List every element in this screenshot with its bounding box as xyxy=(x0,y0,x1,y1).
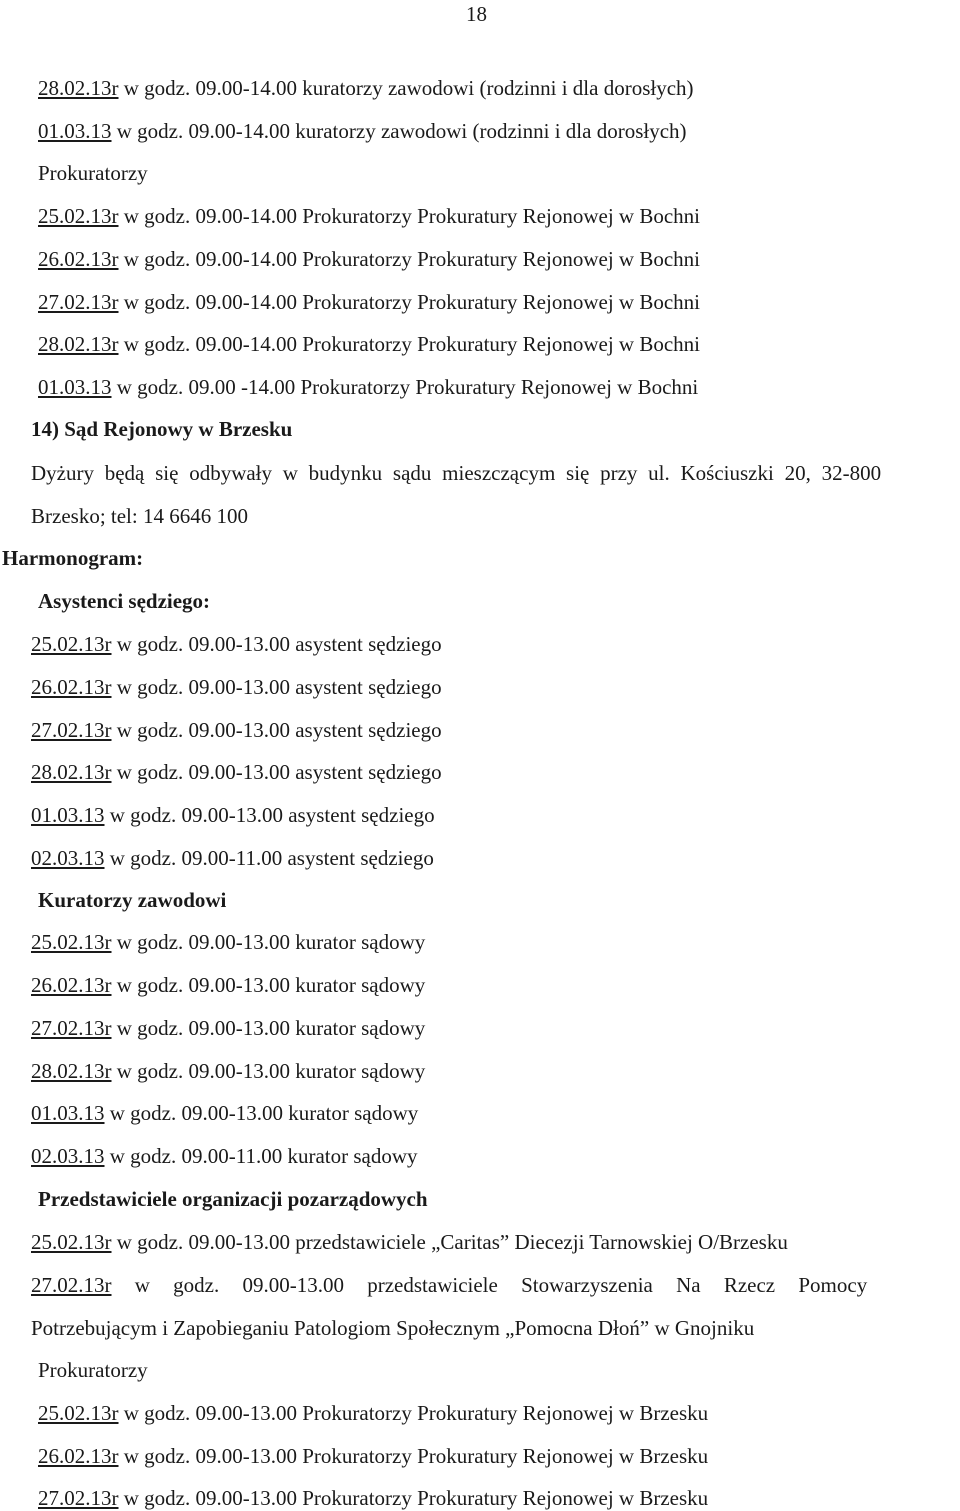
schedule-text: w godz. 09.00-13.00 przedstawiciele „Caritas” Diecezji Tarnowskiej O/Brzesku xyxy=(111,1230,788,1254)
date-link: 26.02.13r xyxy=(31,675,112,699)
schedule-line xyxy=(31,1230,788,1254)
schedule-text: w godz. 09.00-13.00 Prokuratorzy Prokuratury Rejonowej w Brzesku xyxy=(118,1401,709,1425)
date-link: 27.02.13r xyxy=(38,290,119,314)
schedule-line xyxy=(31,803,435,827)
date-link: 26.02.13r xyxy=(38,247,119,271)
schedule-text: w godz. 09.00-13.00 kurator sądowy xyxy=(111,1016,426,1040)
schedule-line xyxy=(31,1016,425,1040)
schedule-text: w godz. 09.00-11.00 asystent sędziego xyxy=(104,846,434,870)
date-link: 02.03.13 xyxy=(31,1144,105,1168)
date-link: 26.02.13r xyxy=(31,973,112,997)
schedule-line xyxy=(38,375,698,399)
schedule-line xyxy=(31,1144,418,1168)
schedule-line xyxy=(38,332,700,356)
schedule-text: w godz. 09.00-13.00 Prokuratorzy Prokuratury Rejonowej w Brzesku xyxy=(118,1486,709,1510)
schedule-line xyxy=(31,846,434,870)
date-link: 01.03.13 xyxy=(31,803,105,827)
date-link: 01.03.13 xyxy=(38,119,112,143)
court-info-line: Brzesko; tel: 14 6646 100 xyxy=(31,504,248,528)
date-link: 25.02.13r xyxy=(31,1230,112,1254)
schedule-line xyxy=(31,930,425,954)
schedule-line xyxy=(38,1401,708,1425)
schedule-line xyxy=(31,632,442,656)
schedule-text: w godz. 09.00-13.00 kurator sądowy xyxy=(111,1059,426,1083)
schedule-line xyxy=(31,1059,425,1083)
asystenci-heading: Asystenci sędziego: xyxy=(38,589,211,613)
schedule-text: w godz. 09.00-13.00 kurator sądowy xyxy=(104,1101,419,1125)
schedule-line xyxy=(38,247,700,271)
date-link: 25.02.13r xyxy=(38,204,119,228)
schedule-line xyxy=(38,290,700,314)
schedule-text: w godz. 09.00-13.00 asystent sędziego xyxy=(111,718,442,742)
court-heading: 14) Sąd Rejonowy w Brzesku xyxy=(31,417,293,441)
schedule-text: w godz. 09.00-13.00 przedstawiciele Stowarzyszenia Na Rzecz Pomocy xyxy=(111,1273,868,1297)
kuratorzy-heading: Kuratorzy zawodowi xyxy=(38,888,227,912)
court-info-line: Dyżury będą się odbywały w budynku sądu mieszczącym się przy ul. Kościuszki 20, 32-800 xyxy=(31,461,882,485)
date-link: 25.02.13r xyxy=(38,1401,119,1425)
date-link: 02.03.13 xyxy=(31,846,105,870)
schedule-line xyxy=(31,1273,867,1297)
schedule-line xyxy=(31,760,442,784)
schedule-line xyxy=(38,76,694,100)
date-link: 27.02.13r xyxy=(31,1016,112,1040)
date-link: 26.02.13r xyxy=(38,1444,119,1468)
schedule-line xyxy=(38,1444,708,1468)
harmonogram-heading: Harmonogram: xyxy=(2,546,144,570)
schedule-text: w godz. 09.00-13.00 asystent sędziego xyxy=(111,675,442,699)
schedule-text: w godz. 09.00-14.00 Prokuratorzy Prokuratury Rejonowej w Bochni xyxy=(118,332,700,356)
schedule-text: w godz. 09.00-13.00 asystent sędziego xyxy=(111,632,442,656)
schedule-line xyxy=(31,973,425,997)
schedule-text: w godz. 09.00-13.00 kurator sądowy xyxy=(111,973,426,997)
ngo-heading: Przedstawiciele organizacji pozarządowych xyxy=(38,1187,428,1211)
schedule-text: w godz. 09.00-13.00 kurator sądowy xyxy=(111,930,426,954)
schedule-text: w godz. 09.00 -14.00 Prokuratorzy Prokuratury Rejonowej w Bochni xyxy=(111,375,699,399)
schedule-text: w godz. 09.00-13.00 asystent sędziego xyxy=(104,803,435,827)
schedule-line-continuation: Potrzebującym i Zapobieganiu Patologiom Społecznym „Pomocna Dłoń” w Gnojniku xyxy=(31,1316,755,1340)
schedule-line xyxy=(31,718,442,742)
date-link: 27.02.13r xyxy=(31,1273,112,1297)
date-link: 28.02.13r xyxy=(31,1059,112,1083)
schedule-text: w godz. 09.00-14.00 kuratorzy zawodowi (rodzinni i dla dorosłych) xyxy=(111,119,687,143)
schedule-text: w godz. 09.00-14.00 Prokuratorzy Prokuratury Rejonowej w Bochni xyxy=(118,290,700,314)
date-link: 27.02.13r xyxy=(38,1486,119,1510)
schedule-text: w godz. 09.00-14.00 Prokuratorzy Prokuratury Rejonowej w Bochni xyxy=(118,247,700,271)
schedule-text: w godz. 09.00-14.00 kuratorzy zawodowi (rodzinni i dla dorosłych) xyxy=(118,76,694,100)
date-link: 27.02.13r xyxy=(31,718,112,742)
schedule-text: w godz. 09.00-14.00 Prokuratorzy Prokuratury Rejonowej w Bochni xyxy=(118,204,700,228)
page-number: 18 xyxy=(466,2,487,26)
prokuratorzy-heading: Prokuratorzy xyxy=(38,161,148,185)
schedule-line xyxy=(38,1486,708,1510)
prokuratorzy-heading: Prokuratorzy xyxy=(38,1358,148,1382)
schedule-line xyxy=(38,119,687,143)
schedule-text: w godz. 09.00-13.00 asystent sędziego xyxy=(111,760,442,784)
schedule-line xyxy=(31,675,442,699)
schedule-line xyxy=(38,204,700,228)
date-link: 25.02.13r xyxy=(31,632,112,656)
schedule-text: w godz. 09.00-13.00 Prokuratorzy Prokuratury Rejonowej w Brzesku xyxy=(118,1444,709,1468)
date-link: 01.03.13 xyxy=(31,1101,105,1125)
date-link: 28.02.13r xyxy=(31,760,112,784)
date-link: 25.02.13r xyxy=(31,930,112,954)
date-link: 28.02.13r xyxy=(38,76,119,100)
schedule-line xyxy=(31,1101,418,1125)
date-link: 01.03.13 xyxy=(38,375,112,399)
date-link: 28.02.13r xyxy=(38,332,119,356)
schedule-text: w godz. 09.00-11.00 kurator sądowy xyxy=(104,1144,418,1168)
